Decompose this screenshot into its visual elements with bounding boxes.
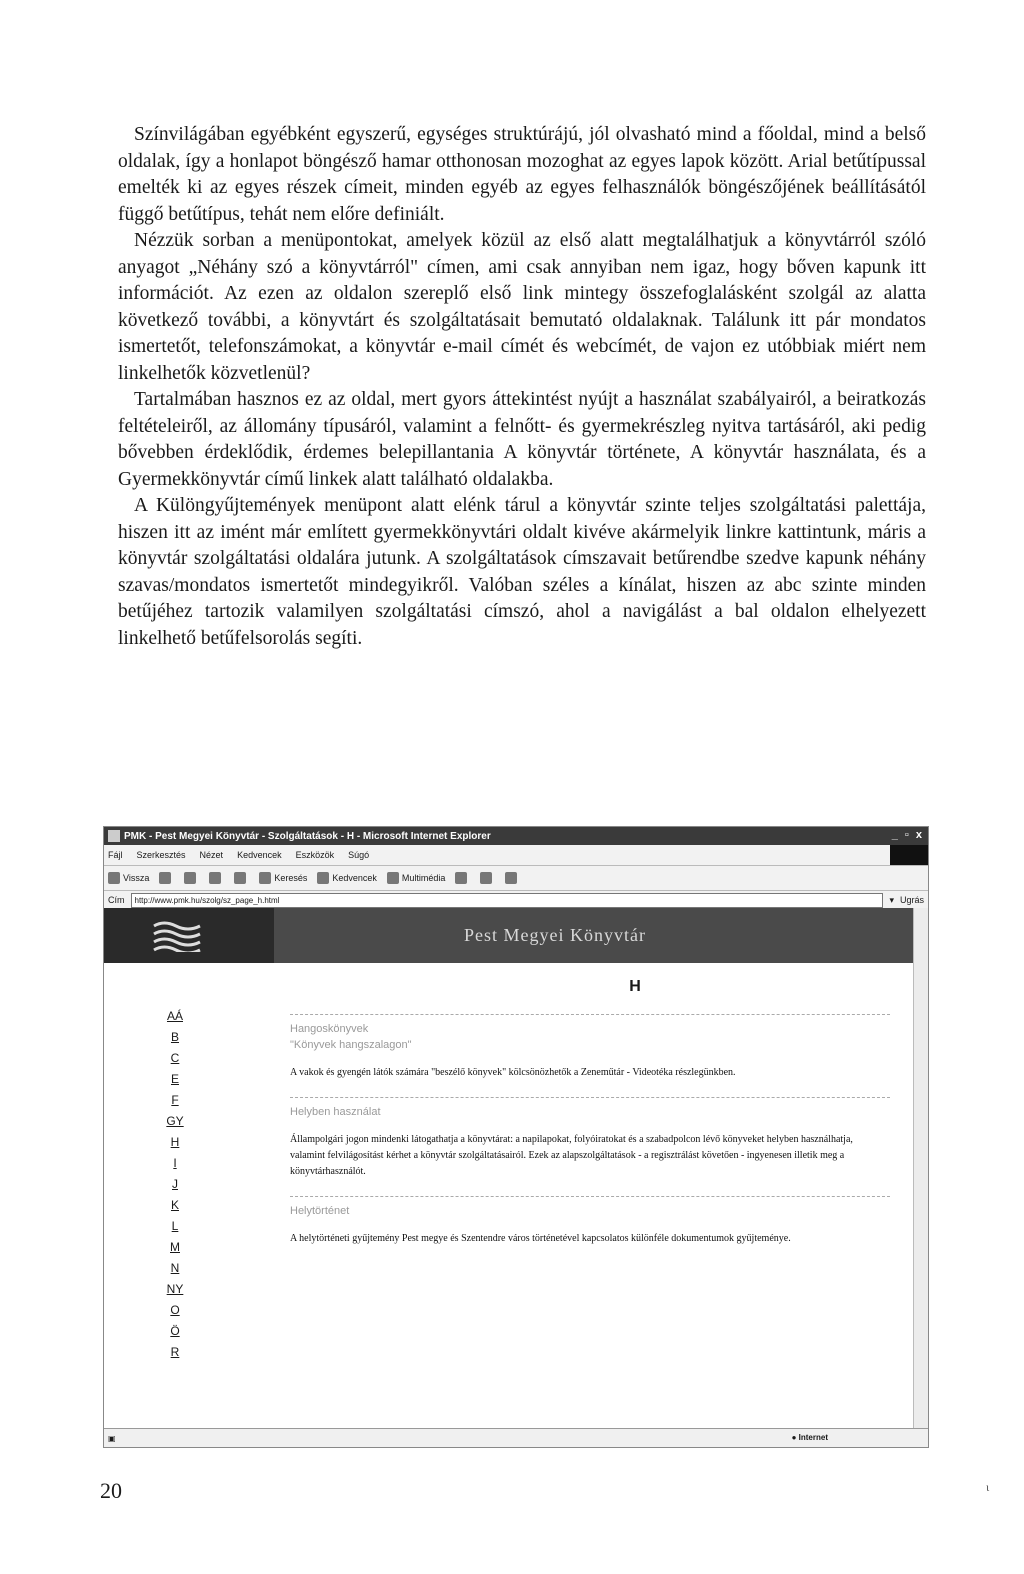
letter-link[interactable]: L xyxy=(171,1219,179,1233)
back-button[interactable]: Vissza xyxy=(108,872,149,884)
letter-link[interactable]: B xyxy=(170,1030,179,1044)
favorites-button[interactable]: Kedvencek xyxy=(317,872,377,884)
refresh-icon xyxy=(209,872,221,884)
letter-link[interactable]: J xyxy=(172,1177,178,1191)
mail-button[interactable] xyxy=(480,872,495,884)
main-content xyxy=(290,978,890,1263)
globe-icon: ● xyxy=(791,1433,797,1442)
refresh-button[interactable] xyxy=(209,872,224,884)
windows-logo-icon xyxy=(890,845,928,865)
title-bar xyxy=(104,827,928,845)
search-icon xyxy=(259,872,271,884)
letter-link[interactable]: GY xyxy=(166,1114,184,1128)
print-icon xyxy=(505,872,517,884)
paragraph-2: Nézzük sorban a menüpontokat, amelyek közül az első alatt megtalálhatjuk a könyvtárról szóló anyagot „Néhány szó a könyvtárról" címen, ami csak annyiban nem igaz, hogy bőven kapunk itt információt. Az ezen az oldalon szereplő első link mintegy összefoglalásként szolgál az alatta következő további, a könyvtárt és szolgáltatásait bemutató oldalaknak. Találunk itt pár mondatos ismertetőt, telefonszámokat, a könyvtár e-mail címét és webcímét, de vajon ez utóbbiak miért nem linkelhetők közvetlenül? xyxy=(118,230,926,384)
letter-link[interactable]: M xyxy=(170,1240,180,1254)
letter-link[interactable]: R xyxy=(170,1345,180,1359)
section-letter-heading: H xyxy=(629,978,641,995)
menu-view[interactable]: Nézet xyxy=(199,850,224,860)
media-button[interactable]: Multimédia xyxy=(387,872,446,884)
letter-link[interactable]: NY xyxy=(166,1282,184,1296)
history-button[interactable] xyxy=(455,872,470,884)
site-title: Pest Megyei Könyvtár xyxy=(464,925,646,945)
menu-favorites[interactable]: Kedvencek xyxy=(237,850,282,860)
paragraph-1: Színvilágában egyébként egyszerű, egységes struktúrájú, jól olvasható mind a főoldal, mind a belső oldalak, így a honlapot böngésző hamar otthonosan mozoghat az egyes lapok között. Arial betűtípussal emelték ki az egyes részek címeit, minden egyéb az egyes felhasználók böngészőjének beállításától függő betűtípus, tehát nem előre definiált. xyxy=(118,124,926,225)
stop-button[interactable] xyxy=(184,872,199,884)
service-description: Állampolgári jogon mindenki látogathatja a könyvtárat: a napilapokat, folyóiratokat és a szabadpolcon lévő könyveket helyben használhatja, valamint felvilágosítást kérhet a könyvtár szolgáltatásairól. Ezek az alapszolgáltatások - a regisztrálást követően - ingyenesen illetik meg a könyvtárhasználót. xyxy=(290,1134,853,1177)
menu-edit[interactable]: Szerkesztés xyxy=(136,850,186,860)
letter-link[interactable]: E xyxy=(170,1072,179,1086)
letter-link[interactable]: AÁ xyxy=(166,1009,183,1023)
ie-icon xyxy=(108,830,120,842)
forward-arrow-icon xyxy=(159,872,171,884)
toolbar xyxy=(104,866,928,891)
status-bar xyxy=(104,1428,928,1447)
print-button[interactable] xyxy=(505,872,520,884)
divider xyxy=(290,1014,890,1015)
vertical-scrollbar[interactable] xyxy=(913,908,928,1428)
letter-link[interactable]: F xyxy=(171,1093,179,1107)
corner-mark: ι xyxy=(986,1480,990,1494)
favorites-icon xyxy=(317,872,329,884)
letter-link[interactable]: N xyxy=(170,1261,180,1275)
service-description: A helytörténeti gyűjtemény Pest megye és Szentendre város történetével kapcsolatos különféle dokumentumok gyűjteménye. xyxy=(290,1233,791,1244)
page-icon: ▣ xyxy=(108,1433,116,1443)
menu-bar xyxy=(104,845,928,866)
go-button[interactable]: Ugrás xyxy=(899,895,924,905)
home-icon xyxy=(234,872,246,884)
menu-help[interactable]: Súgó xyxy=(348,850,370,860)
mail-icon xyxy=(480,872,492,884)
page-number: 20 xyxy=(100,1478,122,1503)
window-controls[interactable]: _ ▫ x xyxy=(891,829,924,841)
back-arrow-icon xyxy=(108,872,120,884)
service-description: A vakok és gyengén látók számára "beszélő könyvek" kölcsönözhetők a Zeneműtár - Videotéka részlegünkben. xyxy=(290,1067,736,1078)
media-icon xyxy=(387,872,399,884)
paragraph-4: A Különgyűjtemények menüpont alatt elénk tárul a könyvtár szinte teljes szolgáltatási palettája, hiszen itt az imént már említett gyermekkönyvtári oldalt kivéve akármelyik linkre kattintunk, máris a könyvtár szolgáltatási oldalára jutunk. A szolgáltatások címszavait betűrendbe szedve kapunk néhány szavas/mondatos ismertetőt mindegyikről. Valóban széles a kínálat, hiszen az abc szinte minden betűjéhez tartozik valamilyen szolgáltatási címszó, ahol a navigálást a bal oldalon elhelyezett linkelhető betűfelsorolás segíti. xyxy=(118,495,926,649)
paragraph-3: Tartalmában hasznos ez az oldal, mert gyors áttekintést nyújt a használat szabályairól, a beiratkozás feltételeiről, az állomány típusáról, valamint a felnőtt- és gyermekrészleg nyitva tartásáról, aki pedig bővebben érdeklődik, érdemes belepillantania A könyvtár története, A könyvtár használata, és a Gyermekkönyvtár című linkek alatt található oldalakba. xyxy=(118,389,926,490)
letter-link[interactable]: K xyxy=(170,1198,179,1212)
forward-button[interactable] xyxy=(159,872,174,884)
security-zone: ● Internet xyxy=(791,1433,828,1442)
dropdown-icon[interactable]: ▾ xyxy=(889,894,894,905)
service-title: Helytörténet xyxy=(290,1205,350,1217)
divider xyxy=(290,1196,890,1197)
menu-tools[interactable]: Eszközök xyxy=(295,850,335,860)
history-icon xyxy=(455,872,467,884)
divider xyxy=(290,1097,890,1098)
letter-link[interactable]: H xyxy=(170,1135,180,1149)
service-title: Helyben használat xyxy=(290,1106,381,1118)
page-viewport xyxy=(104,908,928,1428)
menu-file[interactable]: Fájl xyxy=(108,850,123,860)
letter-link[interactable]: I xyxy=(173,1156,177,1170)
service-title: Hangoskönyvek "Könyvek hangszalagon" xyxy=(290,1023,412,1051)
site-banner xyxy=(104,908,928,963)
address-label: Cím xyxy=(108,895,125,905)
search-button[interactable]: Keresés xyxy=(259,872,307,884)
stop-icon xyxy=(184,872,196,884)
letter-link[interactable]: Ö xyxy=(170,1324,180,1338)
article-text xyxy=(118,122,926,652)
window-title: PMK - Pest Megyei Könyvtár - Szolgáltatások - H - Microsoft Internet Explorer xyxy=(124,830,491,842)
logo-box xyxy=(104,908,274,963)
letter-link[interactable]: O xyxy=(170,1303,180,1317)
letter-nav xyxy=(160,1006,190,1363)
letter-link[interactable]: C xyxy=(170,1051,180,1065)
home-button[interactable] xyxy=(234,872,249,884)
library-logo-icon xyxy=(152,920,202,952)
browser-screenshot xyxy=(103,826,929,1448)
address-input[interactable]: http://www.pmk.hu/szolg/sz_page_h.html xyxy=(131,893,884,908)
